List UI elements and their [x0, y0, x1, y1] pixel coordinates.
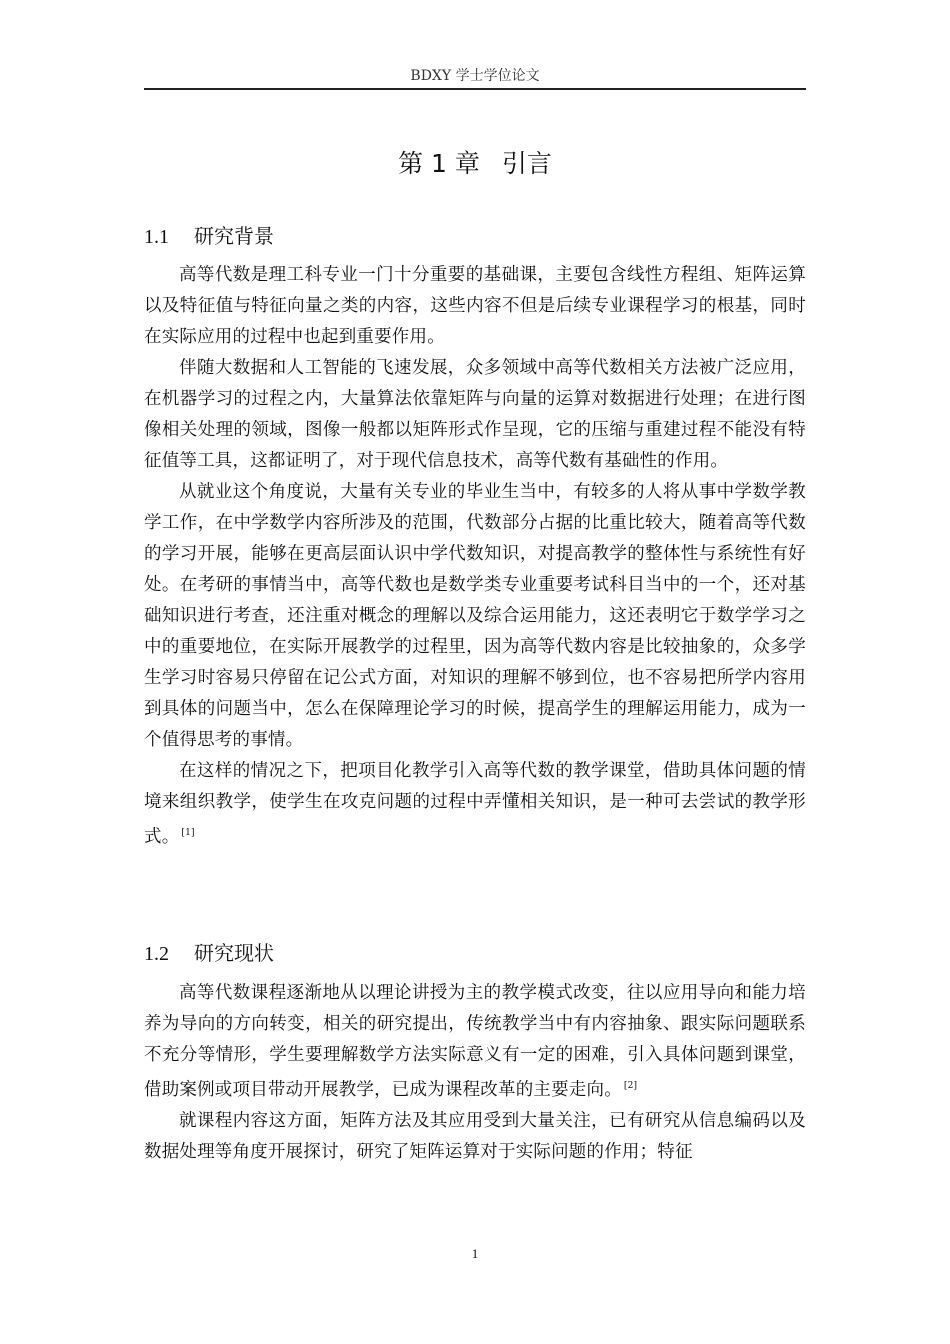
paragraph-text: 高等代数课程逐渐地从以理论讲授为主的教学模式改变，往以应用导向和能力培养为导向的方向转变，相关的研究提出，传统教学当中有内容抽象、跟实际问题联系不充分等情形，学生要理解数学方法实际意义有一定的困难，引入具体问题到课堂，借助案例或项目带动开展教学，已成为课程改革的主要走向。: [144, 983, 806, 1100]
citation-ref[interactable]: [2]: [623, 1081, 638, 1091]
paragraph-text: 高等代数是理工科专业一门十分重要的基础课，主要包含线性方程组、矩阵运算以及特征值与特征向量之类的内容，这些内容不但是后续专业课程学习的根基，同时在实际应用的过程中也起到重要作用。: [144, 265, 806, 347]
section-body-1-2: [144, 978, 806, 1168]
section-body-1-1: [144, 260, 806, 853]
running-header: BDXY 学士学位论文: [410, 68, 540, 84]
chapter-number: 第 1 章: [398, 149, 480, 178]
paragraph: [144, 1106, 806, 1168]
section-heading-1-2: [144, 939, 806, 968]
section-number: 1.1: [144, 226, 169, 248]
page-number: 1: [471, 1246, 479, 1261]
section-title: 研究背景: [194, 224, 274, 248]
paragraph-text: 伴随大数据和人工智能的飞速发展，众多领域中高等代数相关方法被广泛应用，在机器学习的过程之内，大量算法依靠矩阵与向量的运算对数据进行处理；在进行图像相关处理的领域，图像一般都以矩阵形式作呈现，它的压缩与重建过程不能没有特征值等工具，这都证明了，对于现代信息技术，高等代数有基础性的作用。: [144, 358, 806, 471]
citation-ref[interactable]: [1]: [181, 828, 195, 838]
chapter-name: 引言: [501, 149, 552, 178]
paragraph: [144, 353, 806, 477]
paragraph-text: 就课程内容这方面，矩阵方法及其应用受到大量关注，已有研究从信息编码以及数据处理等角度开展探讨，研究了矩阵运算对于实际问题的作用；特征: [144, 1111, 806, 1162]
paragraph-text: 在这样的情况之下，把项目化教学引入高等代数的教学课堂，借助具体问题的情境来组织教学，使学生在攻克问题的过程中弄懂相关知识，是一种可去尝试的教学形式。: [144, 761, 806, 847]
paragraph-text: 从就业这个角度说，大量有关专业的毕业生当中，有较多的人将从事中学数学教学工作，在中学数学内容所涉及的范围，代数部分占据的比重比较大，随着高等代数的学习开展，能够在更高层面认识中学代数知识，对提高教学的整体性与系统性有好处。在考研的事情当中，高等代数也是数学类专业重要考试科目当中的一个，还对基础知识进行考查，还注重对概念的理解以及综合运用能力，这还表明它于数学学习之中的重要地位，在实际开展教学的过程里，因为高等代数内容是比较抽象的，众多学生学习时容易只停留在记公式方面，对知识的理解不够到位，也不容易把所学内容用到具体的问题当中，怎么在保障理论学习的时候，提高学生的理解运用能力，成为一个值得思考的事情。: [144, 482, 806, 750]
section-title: 研究现状: [194, 941, 274, 965]
paragraph: [144, 260, 806, 353]
paragraph: [144, 978, 806, 1106]
chapter-title: [144, 148, 806, 180]
section-heading-1-1: [144, 222, 806, 251]
header-rule: [144, 88, 806, 90]
paragraph: [144, 477, 806, 756]
section-number: 1.2: [144, 943, 169, 965]
paragraph: [144, 756, 806, 853]
